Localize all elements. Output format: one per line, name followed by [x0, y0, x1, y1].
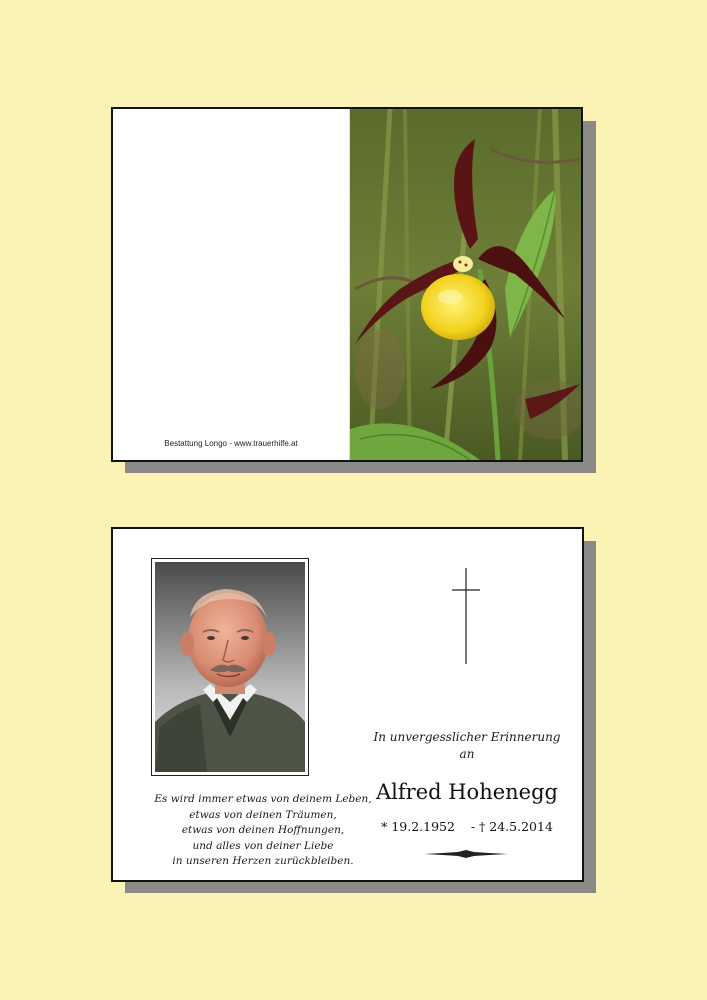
portrait-photo [155, 562, 305, 772]
card-front [111, 107, 583, 462]
memorial-line: an [459, 747, 475, 761]
imprint-text: Bestattung Longo - www.trauerhilfe.at [164, 439, 298, 448]
memorial-line: In unvergesslicher Erinnerung [373, 730, 561, 744]
poem-line: in unseren Herzen zurückbleiben. [172, 855, 354, 867]
birth-date: * 19.2.1952 [381, 819, 455, 834]
cross-icon [451, 566, 481, 666]
card-inside [111, 527, 584, 882]
death-date: - † 24.5.2014 [470, 819, 553, 834]
memorial-heading [349, 729, 584, 763]
deceased-name: Alfred Hohenegg [376, 780, 558, 804]
poem-line: etwas von deinen Hoffnungen, [181, 824, 345, 836]
life-dates [349, 819, 584, 834]
poem-line: etwas von deinen Träumen, [189, 808, 337, 821]
ornament-divider [424, 850, 508, 858]
card-back-panel [113, 109, 349, 460]
poem-line: Es wird immer etwas von deinem Leben, [154, 793, 372, 805]
poem-line: und alles von deiner Liebe [192, 839, 334, 852]
orchid-image [350, 109, 583, 460]
portrait-frame [151, 558, 309, 776]
orchid-photo [349, 109, 583, 460]
